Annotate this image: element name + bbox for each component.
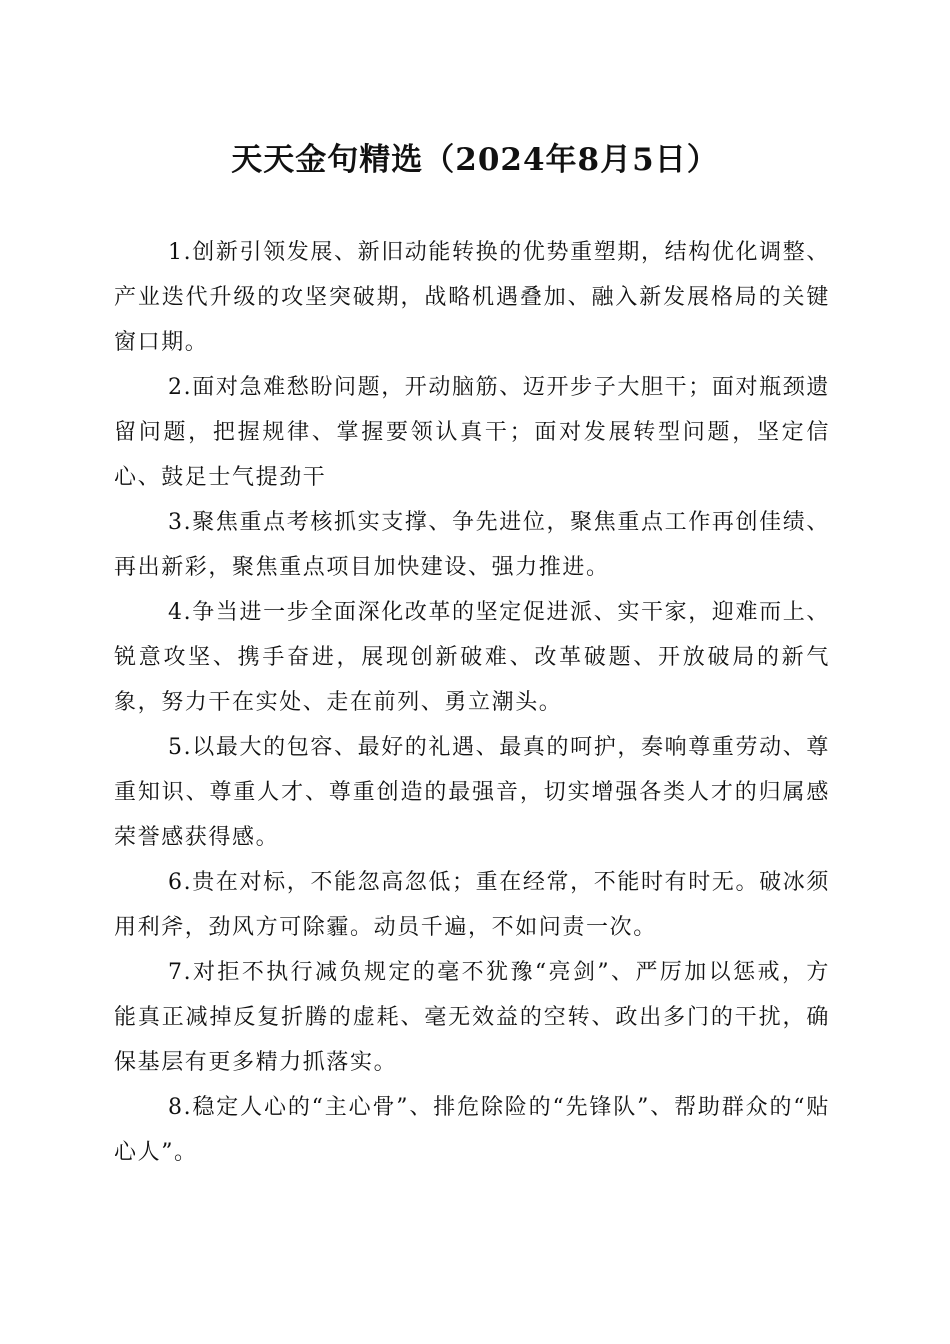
quote-paragraph-4: 4.争当进一步全面深化改革的坚定促进派、实干家，迎难而上、锐意攻坚、携手奋进，展现创新破难、改革破题、开放破局的新气象，努力干在实处、走在前列、勇立潮头。 (114, 600, 830, 715)
quote-paragraph-5: 5.以最大的包容、最好的礼遇、最真的呵护，奏响尊重劳动、尊重知识、尊重人才、尊重创造的最强音，切实增强各类人才的归属感荣誉感获得感。 (114, 735, 830, 850)
quote-paragraph-1: 1.创新引领发展、新旧动能转换的优势重塑期，结构优化调整、产业迭代升级的攻坚突破期，战略机遇叠加、融入新发展格局的关键窗口期。 (114, 240, 830, 355)
quote-paragraph-6: 6.贵在对标，不能忽高忽低；重在经常，不能时有时无。破冰须用利斧，劲风方可除霾。动员千遍，不如问责一次。 (114, 870, 830, 940)
quote-paragraph-8: 8.稳定人心的“主心骨”、排危除险的“先锋队”、帮助群众的“贴心人”。 (114, 1095, 830, 1165)
page-title: 天天金句精选（2024年8月5日） (231, 142, 719, 178)
document-body (114, 230, 830, 1175)
quote-paragraph-2: 2.面对急难愁盼问题，开动脑筋、迈开步子大胆干；面对瓶颈遗留问题，把握规律、掌握要领认真干；面对发展转型问题，坚定信心、鼓足士气提劲干 (114, 375, 830, 490)
quote-paragraph-7: 7.对拒不执行减负规定的毫不犹豫“亮剑”、严厉加以惩戒，方能真正减掉反复折腾的虚耗、毫无效益的空转、政出多门的干扰，确保基层有更多精力抓落实。 (114, 960, 830, 1075)
quote-paragraph-3: 3.聚焦重点考核抓实支撑、争先进位，聚焦重点工作再创佳绩、再出新彩，聚焦重点项目加快建设、强力推进。 (114, 510, 830, 580)
